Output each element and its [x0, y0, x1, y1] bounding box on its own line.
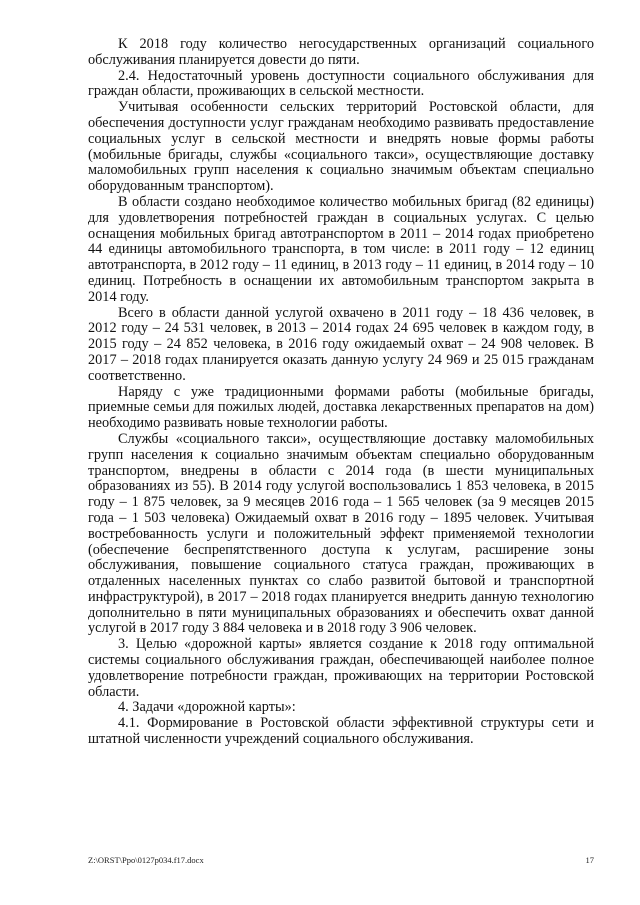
document-body	[88, 37, 594, 748]
footer-file-path: Z:\ORST\Ppo\0127p034.f17.docx	[88, 855, 204, 865]
paragraph: 2.4. Недостаточный уровень доступности социального обслуживания для граждан области, проживающих в сельской местности.	[88, 67, 594, 100]
paragraph: 4.1. Формирование в Ростовской области эффективной структуры сети и штатной численности учреждений социального обслуживания.	[88, 715, 594, 748]
paragraph: К 2018 году количество негосударственных организаций социального обслуживания планируется довести до пяти.	[88, 36, 594, 68]
paragraph: 3. Целью «дорожной карты» является создание к 2018 году оптимальной системы социального обслуживания граждан, обеспечивающей наиболее полное удовлетворение потребности граждан, проживающих на территории Ростовской области.	[88, 636, 594, 700]
paragraph: Наряду с уже традиционными формами работы (мобильные бригады, приемные семьи для пожилых людей, доставка лекарственных препаратов на дом) необходимо развивать новые технологии работы.	[88, 383, 594, 432]
paragraph: В области создано необходимое количество мобильных бригад (82 единицы) для удовлетворения потребностей граждан в социальных услугах. С целью оснащения мобильных бригад автотранспортом в 2011 – 2014 годах приобретено 44 единицы автомобильного транспорта, в том числе: в 2011 году – 12 единиц автотранспорта, в 2012 году – 11 единиц, в 2013 году – 11 единиц, в 2014 году – 10 единиц. Потребность в оснащении их автомобильным транспортом закрыта в 2014 году.	[88, 193, 594, 305]
paragraph: Службы «социального такси», осуществляющие доставку маломобильных групп населения к социально значимым объектам специально оборудованным транспортом, внедрены в области с 2014 года (в шести муниципальных образованиях из 55). В 2014 году услугой воспользовались 1 853 человека, в 2015 году – 1 875 человек, за 9 месяцев 2016 года – 1 565 человек (за 9 месяцев 2015 года – 1 503 человека) Ожидаемый охват в 2016 году – 1895 человек. Учитывая востребованность услуги и положительный эффект применяемой технологии (обеспечение беспрепятственного доступа к услугам, расширение зоны обслуживания, повышение социального статуса граждан, проживающих в отдаленных населенных пунктах со слабо развитой бытовой и транспортной инфраструктурой), в 2017 – 2018 годах планируется внедрить данную технологию дополнительно в пяти муниципальных образованиях и обеспечить охват данной услугой в 2017 году 3 884 человека и в 2018 году 3 906 человек.	[88, 430, 594, 637]
page-number: 17	[585, 855, 594, 865]
page-footer	[88, 855, 594, 865]
paragraph: Всего в области данной услугой охвачено в 2011 году – 18 436 человек, в 2012 году – 24 531 человек, в 2013 – 2014 годах 24 695 человек в каждом году, в 2015 году – 24 852 человека, в 2016 году ожидаемый охват – 24 908 человек. В 2017 – 2018 годах планируется оказать данную услугу 24 969 и 25 015 гражданам соответственно.	[88, 304, 594, 384]
paragraph: Учитывая особенности сельских территорий Ростовской области, для обеспечения доступности услуг гражданам необходимо развивать предоставление социальных услуг в сельской местности и внедрять новые формы работы (мобильные бригады, службы «социального такси», осуществляющие доставку маломобильных групп населения к социально значимым объектам специально оборудованным транспортом).	[88, 99, 594, 195]
paragraph: 4. Задачи «дорожной карты»:	[118, 699, 296, 716]
